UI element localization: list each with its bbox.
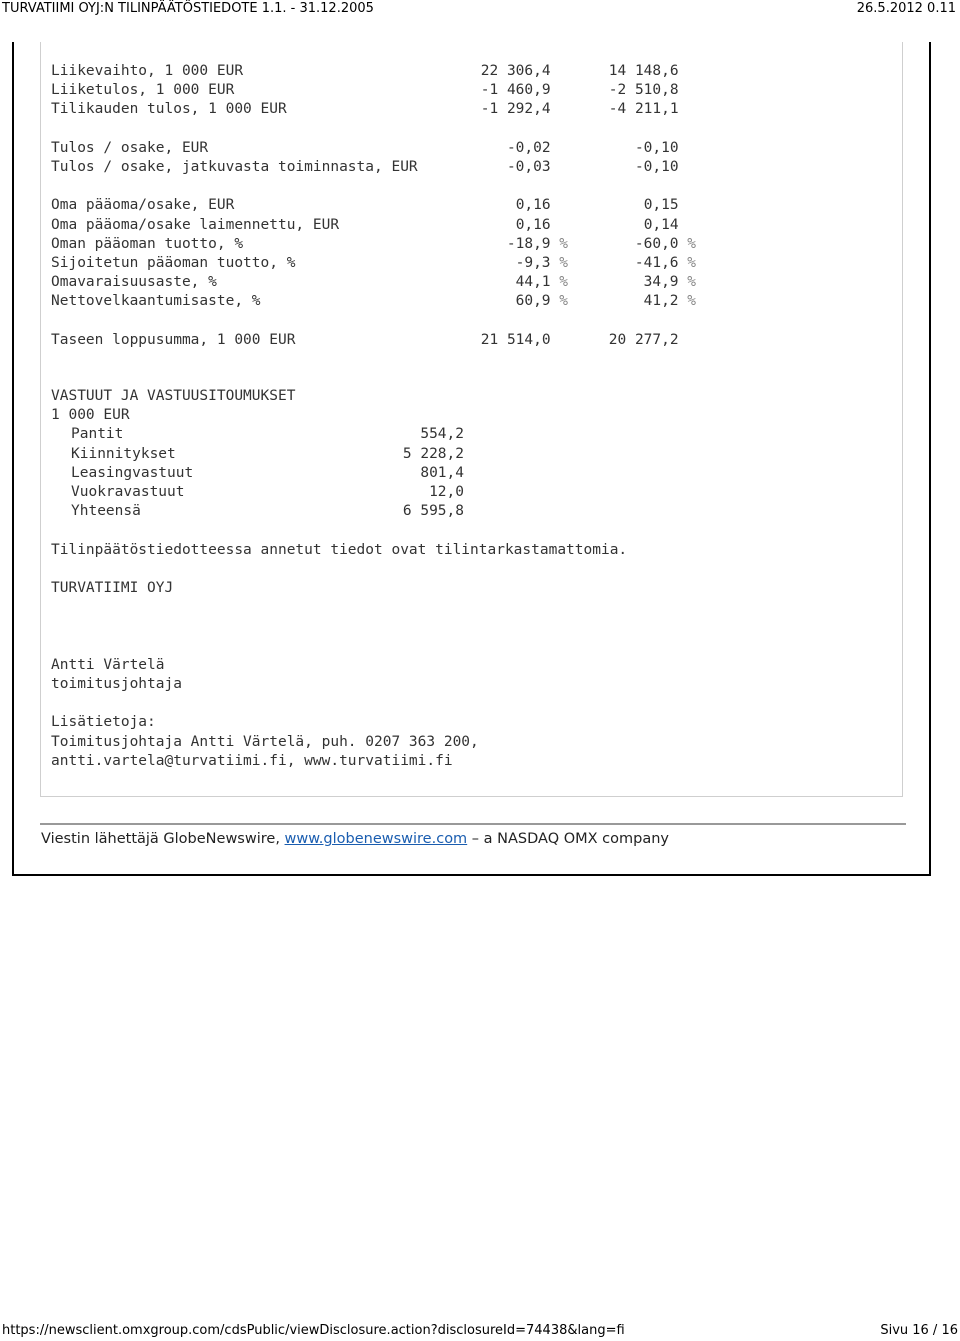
value-2005 bbox=[507, 235, 568, 254]
liability-row bbox=[51, 464, 464, 483]
key-figure-row bbox=[51, 292, 696, 311]
value-2004 bbox=[644, 216, 679, 235]
value-2005-number: 21 514,0 bbox=[480, 331, 551, 348]
liability-label: Yhteensä bbox=[71, 503, 141, 520]
key-figure-label: Tulos / osake, EUR bbox=[51, 139, 209, 156]
value-2005-number: -0,02 bbox=[506, 139, 551, 156]
liability-value: 801,4 bbox=[420, 464, 464, 481]
value-2005-number: 0,16 bbox=[515, 216, 551, 233]
contact-heading: Lisätietoja: bbox=[51, 714, 156, 730]
audit-note: Tilinpäätöstiedotteessa annetut tiedot ovat tilintarkastamattomia. bbox=[51, 542, 628, 558]
key-figure-row bbox=[51, 62, 696, 81]
key-figure-row bbox=[51, 100, 696, 119]
value-2005 bbox=[516, 292, 568, 311]
liabilities-section bbox=[51, 387, 471, 527]
print-footer bbox=[0, 1323, 960, 1341]
liability-row bbox=[51, 445, 464, 464]
signatory-title: toimitusjohtaja bbox=[51, 676, 182, 692]
print-date: 26.5.2012 0.11 bbox=[856, 1, 956, 16]
key-figure-label: Taseen loppusumma, 1 000 EUR bbox=[51, 331, 296, 348]
liability-value: 554,2 bbox=[420, 426, 464, 443]
key-figure-row bbox=[51, 158, 696, 177]
key-figure-row bbox=[51, 196, 696, 215]
liability-row bbox=[51, 425, 464, 444]
key-figure-label: Oma pääoma/osake laimennettu, EUR bbox=[51, 216, 340, 233]
percent-sign: % bbox=[559, 235, 568, 252]
liability-label: Pantit bbox=[71, 426, 124, 443]
liability-row bbox=[51, 483, 464, 502]
contact-line-1: Toimitusjohtaja Antti Värtelä, puh. 0207 363 200, bbox=[51, 734, 479, 750]
value-2004 bbox=[635, 254, 696, 273]
value-2005-number: -0,03 bbox=[506, 159, 551, 175]
liabilities-unit: 1 000 EUR bbox=[51, 407, 130, 424]
value-2004 bbox=[609, 81, 679, 100]
sender-line bbox=[41, 831, 669, 847]
liabilities-heading: VASTUUT JA VASTUUSITOUMUKSET bbox=[51, 388, 296, 404]
value-2005 bbox=[516, 216, 551, 235]
value-2005-number: -18,9 bbox=[506, 235, 551, 252]
value-2005 bbox=[481, 81, 551, 100]
value-2005 bbox=[481, 331, 551, 350]
print-header bbox=[0, 0, 960, 20]
percent-sign: % bbox=[687, 293, 696, 310]
key-figure-row bbox=[51, 254, 696, 273]
value-2004 bbox=[635, 158, 679, 177]
value-2005 bbox=[516, 196, 551, 215]
value-2005-number: 0,16 bbox=[515, 197, 551, 214]
value-2004-number: 20 277,2 bbox=[608, 331, 679, 348]
value-2004-number: -60,0 bbox=[634, 235, 679, 252]
value-2004 bbox=[644, 196, 679, 215]
liability-label: Vuokravastuut bbox=[71, 484, 185, 500]
value-2004 bbox=[635, 235, 696, 254]
page-url: https://newsclient.omxgroup.com/cdsPublic/viewDisclosure.action?disclosureId=74438&lang=fi bbox=[2, 1323, 625, 1338]
value-2004-number: 34,9 bbox=[643, 274, 679, 291]
key-figure-label: Liikevaihto, 1 000 EUR bbox=[51, 63, 244, 79]
page-number: Sivu 16 / 16 bbox=[880, 1323, 958, 1338]
value-2005 bbox=[516, 273, 568, 292]
value-2005-number: 44,1 bbox=[515, 274, 551, 291]
footer-divider bbox=[40, 823, 906, 825]
value-2005-number: 60,9 bbox=[515, 293, 551, 310]
key-figure-label: Tulos / osake, jatkuvasta toiminnasta, EUR bbox=[51, 159, 418, 175]
key-figure-row bbox=[51, 81, 696, 100]
value-2004-number: 0,15 bbox=[643, 197, 679, 214]
key-figure-row bbox=[51, 139, 696, 158]
value-2005-number: -9,3 bbox=[515, 255, 551, 271]
value-2005-number: -1 292,4 bbox=[480, 101, 551, 118]
key-figure-row bbox=[51, 216, 696, 235]
key-figure-label: Oma pääoma/osake, EUR bbox=[51, 197, 235, 214]
signatory-name: Antti Värtelä bbox=[51, 657, 165, 673]
key-figure-label: Nettovelkaantumisaste, % bbox=[51, 293, 261, 310]
liability-row bbox=[51, 502, 464, 521]
value-2004 bbox=[609, 62, 679, 81]
key-figure-label: Tilikauden tulos, 1 000 EUR bbox=[51, 101, 287, 118]
value-2005 bbox=[481, 100, 551, 119]
value-2004-number: -41,6 bbox=[634, 255, 679, 271]
value-2004 bbox=[644, 273, 696, 292]
key-figure-row bbox=[51, 331, 696, 350]
percent-sign: % bbox=[559, 293, 568, 310]
value-2005-number: -1 460,9 bbox=[480, 82, 551, 99]
value-2004-number: -4 211,1 bbox=[608, 101, 679, 118]
contact-line-2: antti.vartela@turvatiimi.fi, www.turvatiimi.fi bbox=[51, 753, 453, 769]
key-figure-row bbox=[51, 235, 696, 254]
value-2004 bbox=[609, 100, 679, 119]
key-figures-table bbox=[51, 62, 696, 352]
value-2004 bbox=[609, 331, 679, 350]
value-2004-number: 41,2 bbox=[643, 293, 679, 310]
sender-prefix: Viestin lähettäjä GlobeNewswire, bbox=[41, 831, 285, 847]
value-2004-number: -2 510,8 bbox=[608, 82, 679, 99]
value-2004-number: -0,10 bbox=[634, 159, 679, 175]
value-2005 bbox=[507, 139, 551, 158]
percent-sign: % bbox=[687, 274, 696, 291]
value-2004-number: -0,10 bbox=[634, 139, 679, 156]
key-figure-label: Oman pääoman tuotto, % bbox=[51, 235, 244, 252]
value-2004-number: 0,14 bbox=[643, 216, 679, 233]
percent-sign: % bbox=[559, 274, 568, 291]
globenewswire-link[interactable]: www.globenewswire.com bbox=[284, 831, 468, 847]
key-figure-label: Sijoitetun pääoman tuotto, % bbox=[51, 255, 296, 271]
value-2005 bbox=[507, 158, 551, 177]
key-figure-label: Liiketulos, 1 000 EUR bbox=[51, 82, 235, 99]
value-2004 bbox=[644, 292, 696, 311]
document-title: TURVATIIMI OYJ:N TILINPÄÄTÖSTIEDOTE 1.1. - 31.12.2005 bbox=[2, 1, 374, 16]
value-2005 bbox=[481, 62, 551, 81]
value-2005 bbox=[516, 254, 568, 273]
percent-sign: % bbox=[687, 255, 696, 271]
key-figure-label: Omavaraisuusaste, % bbox=[51, 274, 217, 291]
value-2004-number: 14 148,6 bbox=[608, 63, 679, 79]
sender-suffix: – a NASDAQ OMX company bbox=[467, 831, 670, 847]
company-name: TURVATIIMI OYJ bbox=[51, 580, 174, 596]
percent-sign: % bbox=[687, 235, 696, 252]
liability-value: 6 595,8 bbox=[402, 503, 464, 520]
key-figure-row bbox=[51, 273, 696, 292]
liability-value: 12,0 bbox=[429, 484, 464, 500]
liability-value: 5 228,2 bbox=[402, 445, 464, 462]
value-2004 bbox=[635, 139, 679, 158]
value-2005-number: 22 306,4 bbox=[480, 63, 551, 79]
liability-label: Kiinnitykset bbox=[71, 445, 176, 462]
percent-sign: % bbox=[559, 255, 568, 271]
liability-label: Leasingvastuut bbox=[71, 464, 194, 481]
